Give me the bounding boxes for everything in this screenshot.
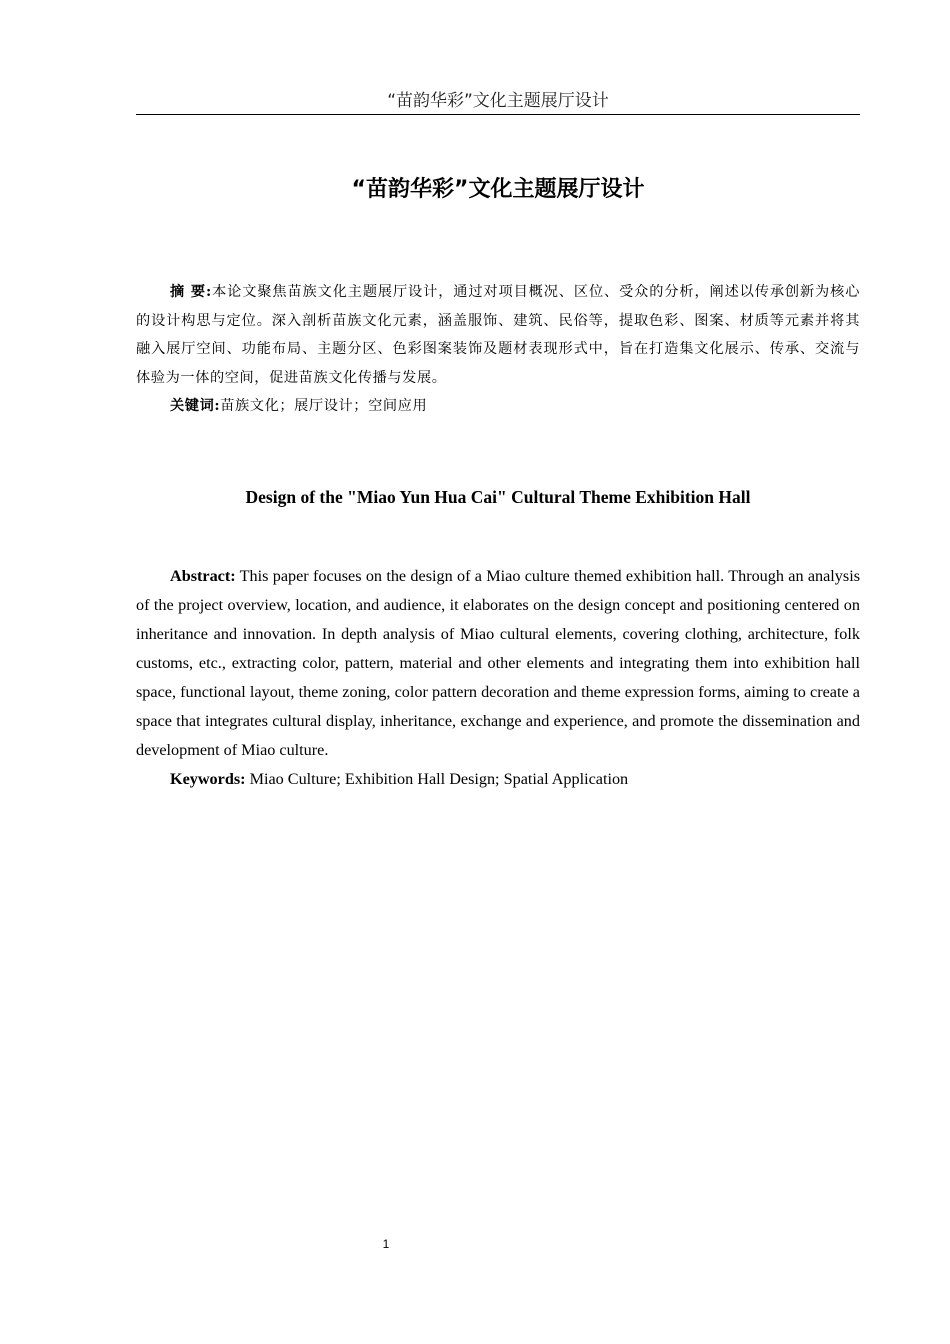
chinese-abstract [136,278,860,392]
chinese-abstract-text: 本论文聚焦苗族文化主题展厅设计，通过对项目概况、区位、受众的分析，阐述以传承创新为核心的设计构思与定位。深入剖析苗族文化元素，涵盖服饰、建筑、民俗等，提取色彩、图案、材质等元素并将其融入展厅空间、功能布局、主题分区、色彩图案装饰及题材表现形式中，旨在打造集文化展示、传承、交流与体验为一体的空间，促进苗族文化传播与发展。 [136,284,860,386]
chinese-abstract-label: 摘 要: [170,284,212,300]
english-abstract-text: This paper focuses on the design of a Miao culture themed exhibition hall. Through an analysis of the project overview, location, and audience, it elaborates on the design concept and positioning centered on inheritance and innovation. In depth analysis of Miao cultural elements, covering clothing, architecture, folk customs, etc., extracting color, pattern, material and other elements and integrating them into exhibition hall space, functional layout, theme zoning, color pattern decoration and theme expression forms, aiming to create a space that integrates cultural display, inheritance, exchange and experience, and promote the dissemination and development of Miao culture. [136,567,860,759]
running-header: “苗韵华彩”文化主题展厅设计 [136,88,860,115]
english-abstract [136,562,860,765]
chinese-title: “苗韵华彩”文化主题展厅设计 [351,177,645,202]
chinese-keywords [136,392,860,421]
english-keywords-text: Miao Culture; Exhibition Hall Design; Spatial Application [245,770,629,788]
english-title: Design of the "Miao Yun Hua Cai" Cultural Theme Exhibition Hall [245,487,751,507]
chinese-keywords-label: 关键词: [170,398,221,414]
page-number: 1 [382,1237,390,1251]
chinese-keywords-text: 苗族文化；展厅设计；空间应用 [220,398,428,414]
english-keywords-label: Keywords: [170,770,246,788]
english-keywords [136,765,860,794]
english-abstract-label: Abstract: [170,567,236,585]
